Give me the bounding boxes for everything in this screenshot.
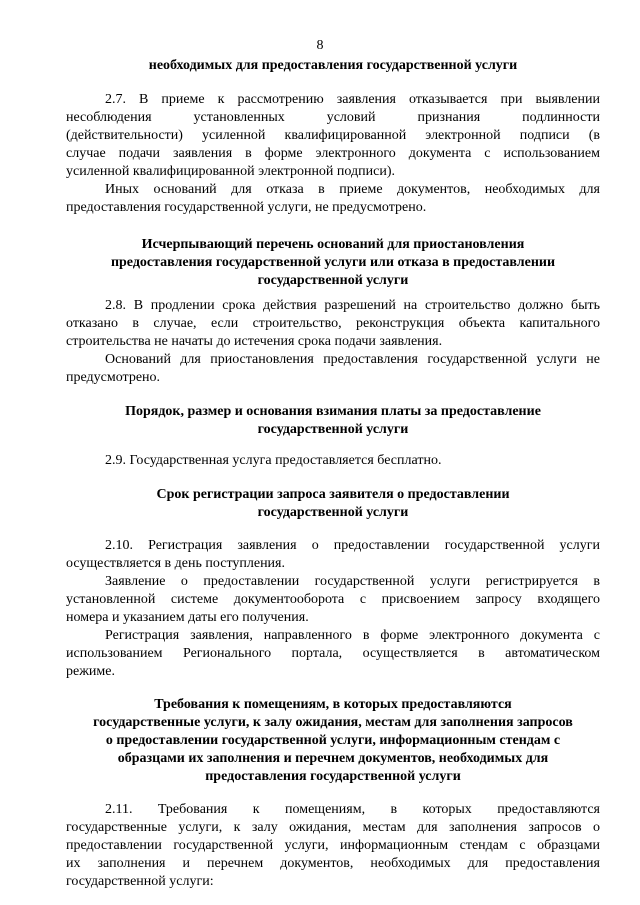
- paragraph-2-11-line-1: 2.11. Требования к помещениям, в которых предоставляются: [105, 802, 600, 817]
- heading-premises-line-5: предоставления государственной услуги: [205, 769, 461, 784]
- paragraph-2-8-other-line-2: предусмотрено.: [66, 370, 161, 385]
- heading-registration-line-2: государственной услуги: [257, 505, 409, 520]
- paragraph-2-8-line-2: отказано в случае, если строительство, реконструкция объекта капитального: [66, 316, 600, 331]
- heading-fee-line-1: Порядок, размер и основания взимания платы за предоставление: [125, 404, 541, 419]
- word: условий: [326, 110, 376, 125]
- paragraph-2-7-other-line-2: предоставления государственной услуги, не предусмотрено.: [66, 200, 427, 215]
- paragraph-2-10c-line-3: режиме.: [66, 664, 115, 679]
- heading-fee-line-2: государственной услуги: [257, 422, 409, 437]
- paragraph-2-10-line-2: осуществляется в день поступления.: [66, 556, 285, 571]
- paragraph-2-11-line-3: предоставлении государственной услуги, информационным стендам с образцами: [66, 838, 600, 853]
- page-number: 8: [316, 38, 324, 53]
- paragraph-2-10b-line-2: установленной системе документооборота с присвоением запросу входящего: [66, 592, 600, 607]
- paragraph-2-11-line-5: государственной услуги:: [66, 874, 214, 889]
- paragraph-2-11-line-2: государственные услуги, к залу ожидания, местам для заполнения запросов о: [66, 820, 600, 835]
- paragraph-2-7-line-1: 2.7. В приеме к рассмотрению заявления отказывается при выявлении: [105, 92, 600, 107]
- paragraph-2-8-other-line-1: Оснований для приостановления предоставления государственной услуги не: [105, 352, 600, 367]
- heading-premises-line-2: государственные услуги, к залу ожидания, местам для заполнения запросов: [93, 715, 573, 730]
- paragraph-2-11-line-4: их заполнения и перечнем документов, необходимых для предоставления: [66, 856, 600, 871]
- paragraph-2-7-line-3: (действительности) усиленной квалифицированной электронной подписи (в: [66, 128, 600, 143]
- paragraph-2-8-line-3: строительства не начаты до истечения срока подачи заявления.: [66, 334, 443, 349]
- heading-registration-line-1: Срок регистрации запроса заявителя о предоставлении: [156, 487, 510, 502]
- word: установленных: [193, 110, 285, 125]
- section-heading-tail: необходимых для предоставления государственной услуги: [148, 58, 518, 73]
- paragraph-2-10b-line-1: Заявление о предоставлении государственной услуги регистрируется в: [105, 574, 600, 589]
- paragraph-2-10b-line-3: номера и указанием даты его получения.: [66, 610, 309, 625]
- paragraph-2-7-line-2: [66, 109, 600, 127]
- paragraph-2-10-line-1: 2.10. Регистрация заявления о предоставлении государственной услуги: [105, 538, 600, 553]
- heading-premises-line-1: Требования к помещениям, в которых предоставляются: [154, 697, 512, 712]
- paragraph-2-10c-line-2: использованием Регионального портала, осуществляется в автоматическом: [66, 646, 600, 661]
- word: признания: [417, 110, 481, 125]
- heading-suspension-line-1: Исчерпывающий перечень оснований для приостановления: [141, 237, 525, 252]
- paragraph-2-7-line-4: случае подачи заявления в форме электронного документа с использованием: [66, 146, 600, 161]
- heading-suspension-line-2: предоставления государственной услуги или отказа в предоставлении: [110, 255, 556, 270]
- paragraph-2-10c-line-1: Регистрация заявления, направленного в форме электронного документа с: [105, 628, 600, 643]
- word: подлинности: [522, 110, 600, 125]
- paragraph-2-8-line-1: 2.8. В продлении срока действия разрешений на строительство должно быть: [105, 298, 600, 313]
- paragraph-2-7-line-5: усиленной квалифицированной электронной подписи).: [66, 164, 395, 179]
- word: несоблюдения: [66, 110, 152, 125]
- heading-suspension-line-3: государственной услуги: [257, 273, 409, 288]
- heading-premises-line-4: образцами их заполнения и перечнем документов, необходимых для: [117, 751, 549, 766]
- paragraph-2-9: 2.9. Государственная услуга предоставляется бесплатно.: [105, 453, 442, 468]
- heading-premises-line-3: о предоставлении государственной услуги, информационным стендам с: [105, 733, 561, 748]
- paragraph-2-7-other-line-1: Иных оснований для отказа в приеме документов, необходимых для: [105, 182, 600, 197]
